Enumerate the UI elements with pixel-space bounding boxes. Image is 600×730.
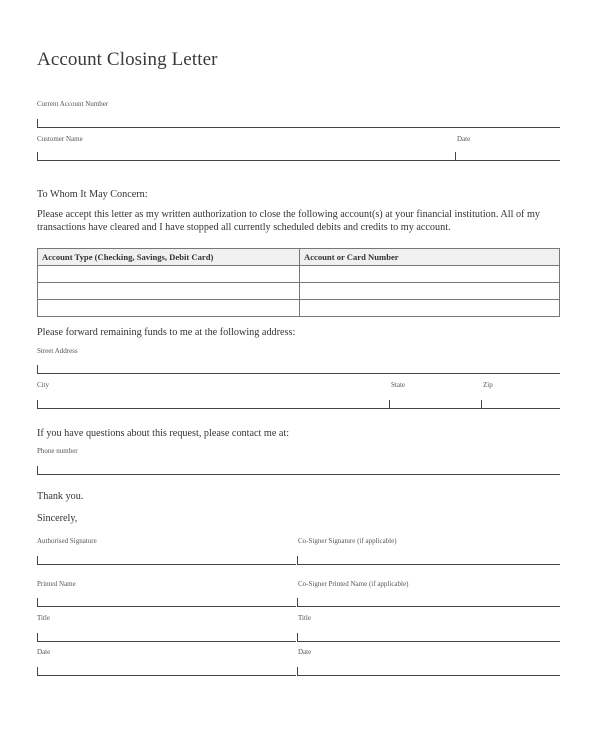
customer-name-field[interactable]	[37, 152, 456, 161]
current-account-number-field[interactable]	[37, 119, 560, 128]
customer-name-label: Customer Name	[37, 135, 83, 143]
request-text-line-2: transactions have cleared and I have stopped all currently scheduled debits and credits to my account.	[37, 222, 451, 233]
document-title: Account Closing Letter	[37, 49, 218, 70]
printed-name-field[interactable]	[37, 598, 296, 607]
authorised-signature-label: Authorised Signature	[37, 537, 97, 545]
date-field-left[interactable]	[37, 667, 296, 676]
state-label: State	[391, 381, 405, 389]
forward-funds-text: Please forward remaining funds to me at the following address:	[37, 327, 296, 338]
phone-number-label: Phone number	[37, 447, 78, 455]
title-field-left[interactable]	[37, 633, 296, 642]
questions-text: If you have questions about this request, please contact me at:	[37, 428, 290, 439]
date-label: Date	[457, 135, 471, 143]
account-type-cell[interactable]	[38, 300, 300, 317]
city-field[interactable]	[37, 400, 390, 409]
title-field-right[interactable]	[297, 633, 560, 642]
account-type-header: Account Type (Checking, Savings, Debit Card)	[38, 249, 300, 266]
date-field[interactable]	[455, 152, 560, 161]
title-label-left: Title	[37, 614, 50, 622]
salutation: To Whom It May Concern:	[37, 189, 148, 200]
date-field-right[interactable]	[297, 667, 560, 676]
account-number-cell[interactable]	[300, 266, 560, 283]
account-number-header: Account or Card Number	[300, 249, 560, 266]
cosigner-signature-field[interactable]	[297, 556, 560, 565]
phone-number-field[interactable]	[37, 466, 560, 475]
cosigner-signature-label: Co-Signer Signature (if applicable)	[298, 537, 397, 545]
date-label-right: Date	[298, 648, 312, 656]
account-type-cell[interactable]	[38, 266, 300, 283]
thank-you-text: Thank you.	[37, 491, 84, 502]
street-address-label: Street Address	[37, 347, 78, 355]
table-header-row	[38, 249, 560, 266]
current-account-number-label: Current Account Number	[37, 100, 109, 108]
account-number-cell[interactable]	[300, 283, 560, 300]
account-number-cell[interactable]	[300, 300, 560, 317]
account-type-cell[interactable]	[38, 283, 300, 300]
sincerely-text: Sincerely,	[37, 513, 78, 524]
title-label-right: Title	[298, 614, 311, 622]
city-label: City	[37, 381, 50, 389]
state-field[interactable]	[389, 400, 482, 409]
authorised-signature-field[interactable]	[37, 556, 296, 565]
table-row	[38, 266, 560, 283]
request-text-line-1: Please accept this letter as my written authorization to close the following account(s) at your financial institution. All of my	[37, 209, 541, 220]
table-row	[38, 283, 560, 300]
cosigner-printed-name-field[interactable]	[297, 598, 560, 607]
accounts-table	[37, 248, 560, 317]
zip-label: Zip	[483, 381, 493, 389]
printed-name-label: Printed Name	[37, 580, 76, 588]
cosigner-printed-name-label: Co-Signer Printed Name (if applicable)	[298, 580, 409, 588]
table-row	[38, 300, 560, 317]
zip-field[interactable]	[481, 400, 560, 409]
street-address-field[interactable]	[37, 365, 560, 374]
date-label-left: Date	[37, 648, 51, 656]
